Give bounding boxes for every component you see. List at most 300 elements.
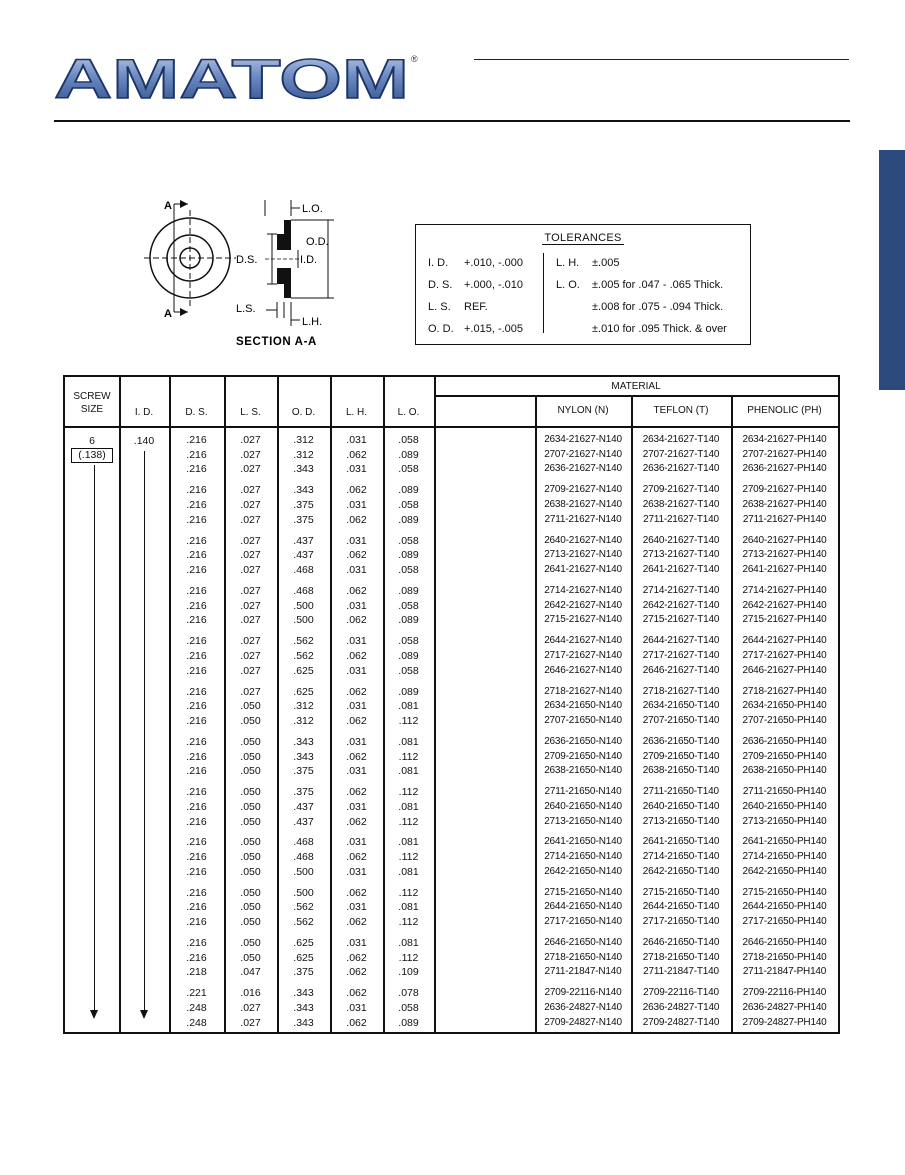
dim-label-lh: L.H. (302, 316, 323, 328)
cell-phenolic-part: 2709-21627-PH140 (742, 484, 827, 496)
cell-od: .625 (293, 937, 314, 949)
cell-lh: .062 (346, 966, 367, 979)
cell-nylon-part: 2709-24827-N140 (544, 1016, 622, 1028)
cell-od: .625 (293, 951, 314, 964)
dim-label-id: I.D. (300, 254, 318, 266)
cell-teflon-part: 2634-21627-T140 (642, 434, 720, 445)
cell-ls: .047 (240, 966, 261, 979)
cell-lo: .058 (398, 599, 419, 612)
cell-teflon-part: 2709-21650-T140 (642, 750, 720, 762)
cell-ls: .027 (240, 1016, 261, 1029)
cell-phenolic-part: 2711-21847-PH140 (742, 966, 827, 978)
cell-phenolic-part: 2638-21627-PH140 (742, 499, 827, 510)
cell-teflon-part: 2638-21627-T140 (642, 499, 720, 510)
cell-ls: .050 (240, 750, 261, 763)
header-phenolic: PHENOLIC (PH) (747, 405, 822, 416)
cell-lh: .031 (346, 664, 367, 677)
logo-registered-mark: ® (411, 54, 418, 64)
cell-phenolic-part: 2711-21627-PH140 (742, 513, 827, 525)
cell-phenolic-part: 2640-21627-PH140 (742, 534, 827, 546)
cell-phenolic-part: 2709-22116-PH140 (742, 987, 827, 999)
cell-lo: .058 (398, 664, 419, 677)
dim-label-lo: L.O. (302, 203, 323, 215)
cell-lo: .089 (398, 649, 419, 662)
cell-teflon-part: 2711-21650-T140 (643, 786, 719, 798)
cell-lh: .062 (346, 987, 367, 1000)
cell-ds: .216 (186, 916, 207, 929)
cell-lo: .081 (398, 765, 419, 778)
cell-ls: .027 (240, 584, 261, 597)
cell-ls: .050 (240, 865, 261, 878)
cell-od: .375 (293, 966, 314, 979)
cell-teflon-part: 2634-21650-T140 (642, 700, 720, 712)
header-ls: L. S. (240, 407, 261, 418)
cell-phenolic-part: 2717-21650-PH140 (742, 916, 827, 928)
cell-lh: .062 (346, 886, 367, 899)
cell-ds: .216 (186, 685, 207, 698)
cell-od: .625 (293, 685, 314, 698)
cell-nylon-part: 2718-21627-N140 (544, 685, 622, 697)
cell-od: .437 (293, 815, 314, 828)
cell-lo: .089 (398, 1016, 419, 1029)
cell-lo: .081 (398, 735, 419, 748)
tol-value: ±.010 for .095 Thick. & over (592, 323, 727, 335)
cell-lh: .062 (346, 815, 367, 828)
cell-phenolic-part: 2707-21650-PH140 (742, 714, 827, 726)
cell-ds: .216 (186, 865, 207, 878)
section-label: SECTION A-A (236, 336, 317, 348)
cut-label-bottom: A (164, 308, 172, 320)
cell-ds: .216 (186, 951, 207, 964)
cell-nylon-part: 2715-21627-N140 (544, 614, 622, 626)
cell-od: .625 (293, 664, 314, 677)
cell-od: .562 (293, 901, 314, 914)
cell-teflon-part: 2636-24827-T140 (642, 1002, 720, 1013)
cell-lh: .031 (346, 700, 367, 713)
header-od: O. D. (291, 407, 316, 418)
cell-teflon-part: 2641-21627-T140 (642, 564, 720, 575)
cell-lo: .081 (398, 937, 419, 949)
cell-nylon-part: 2717-21627-N140 (544, 649, 622, 661)
section-side-tab (879, 150, 905, 390)
cell-lh: .031 (346, 499, 367, 511)
cell-ds: .216 (186, 765, 207, 778)
cell-lo: .089 (398, 685, 419, 698)
cell-ls: .050 (240, 951, 261, 964)
tol-label: O. D. (428, 323, 454, 335)
cell-lo: .112 (398, 851, 419, 864)
cell-nylon-part: 2711-21847-N140 (544, 966, 622, 978)
cell-lo: .112 (398, 951, 419, 964)
cell-ds: .216 (186, 901, 207, 914)
cell-ds: .216 (186, 851, 207, 864)
cell-teflon-part: 2714-21650-T140 (642, 851, 720, 863)
cell-nylon-part: 2638-21627-N140 (544, 499, 622, 510)
cell-od: .468 (293, 584, 314, 597)
cell-phenolic-part: 2717-21627-PH140 (742, 649, 827, 661)
tol-value: +.000, -.010 (464, 279, 524, 291)
cell-teflon-part: 2717-21650-T140 (642, 916, 720, 928)
tolerances-divider (543, 253, 544, 333)
dim-label-od: O.D. (306, 236, 329, 248)
cell-nylon-part: 2644-21650-N140 (544, 901, 622, 913)
cell-nylon-part: 2717-21650-N140 (544, 916, 622, 928)
cell-lh: .062 (346, 584, 367, 597)
cell-lh: .062 (346, 916, 367, 929)
cell-ls: .050 (240, 916, 261, 929)
table-col-divider (119, 377, 121, 1032)
cell-nylon-part: 2642-21627-N140 (544, 599, 622, 611)
continuation-arrow-line (94, 465, 95, 1013)
cell-lo: .089 (398, 584, 419, 597)
table-header-divider (65, 426, 838, 428)
tolerances-title: TOLERANCES (544, 232, 622, 244)
tol-label: I. D. (428, 257, 449, 269)
cell-nylon-part: 2636-24827-N140 (544, 1002, 622, 1013)
cell-lh: .062 (346, 448, 367, 461)
cell-lh: .031 (346, 534, 367, 547)
cell-teflon-part: 2644-21650-T140 (642, 901, 720, 913)
cell-lh: .062 (346, 614, 367, 627)
cell-od: .312 (293, 448, 314, 461)
cell-od: .343 (293, 735, 314, 748)
tol-value: ±.005 for .047 - .065 Thick. (592, 279, 724, 291)
cell-lh: .031 (346, 865, 367, 878)
cell-teflon-part: 2709-21627-T140 (642, 484, 720, 496)
cell-od: .343 (293, 1016, 314, 1029)
cell-ls: .050 (240, 886, 261, 899)
cell-ds: .216 (186, 937, 207, 949)
cell-od: .500 (293, 614, 314, 627)
dim-label-ls: L.S. (236, 303, 256, 315)
cell-nylon-part: 2641-21650-N140 (544, 836, 622, 848)
cell-od: .468 (293, 836, 314, 849)
cell-lo: .112 (398, 815, 419, 828)
continuation-arrow-head (140, 1010, 148, 1019)
tol-value: REF. (464, 301, 488, 313)
cut-arrow-bottom (180, 308, 188, 316)
cell-ls: .027 (240, 484, 261, 497)
cell-ds: .216 (186, 513, 207, 526)
cell-lh: .031 (346, 901, 367, 914)
header-teflon: TEFLON (T) (653, 405, 709, 416)
cell-ds: .216 (186, 434, 207, 446)
amatom-logo (54, 52, 424, 102)
cell-ls: .027 (240, 1002, 261, 1014)
cell-ls: .050 (240, 815, 261, 828)
continuation-arrow-line (144, 451, 145, 1013)
cell-ls: .027 (240, 599, 261, 612)
cell-ls: .050 (240, 937, 261, 949)
cell-phenolic-part: 2714-21627-PH140 (742, 584, 827, 596)
cell-phenolic-part: 2713-21627-PH140 (742, 549, 827, 561)
cell-nylon-part: 2640-21650-N140 (544, 800, 622, 812)
tol-value: +.010, -.000 (464, 257, 524, 269)
cell-teflon-part: 2641-21650-T140 (642, 836, 720, 848)
cell-od: .562 (293, 916, 314, 929)
cell-teflon-part: 2715-21627-T140 (642, 614, 720, 626)
washer-section-diagram (140, 190, 380, 355)
cell-nylon-part: 2636-21650-N140 (544, 735, 622, 747)
cell-lo: .081 (398, 700, 419, 713)
cell-nylon-part: 2646-21627-N140 (544, 664, 622, 676)
cell-phenolic-part: 2636-21627-PH140 (742, 463, 827, 475)
cell-od: .437 (293, 800, 314, 813)
cell-nylon-part: 2711-21627-N140 (544, 513, 622, 525)
cell-lo: .112 (398, 750, 419, 763)
cell-phenolic-part: 2638-21650-PH140 (742, 765, 827, 777)
cell-lh: .062 (346, 951, 367, 964)
header-material: MATERIAL (611, 381, 661, 392)
cell-od: .312 (293, 434, 314, 446)
cell-lh: .062 (346, 1016, 367, 1029)
cell-ls: .050 (240, 765, 261, 778)
cell-teflon-part: 2636-21627-T140 (642, 463, 720, 475)
cell-phenolic-part: 2709-21650-PH140 (742, 750, 827, 762)
cell-ls: .050 (240, 714, 261, 727)
cell-nylon-part: 2644-21627-N140 (544, 635, 622, 647)
cell-teflon-part: 2642-21627-T140 (642, 599, 720, 611)
cell-nylon-part: 2640-21627-N140 (544, 534, 622, 546)
table-row-divider (434, 395, 838, 397)
cell-ds: .216 (186, 836, 207, 849)
cell-ls: .027 (240, 513, 261, 526)
cell-lo: .058 (398, 534, 419, 547)
cell-lh: .031 (346, 434, 367, 446)
cell-ls: .050 (240, 800, 261, 813)
cell-ls: .016 (240, 987, 261, 1000)
cell-od: .468 (293, 851, 314, 864)
cell-lo: .112 (398, 886, 419, 899)
cell-lo: .109 (398, 966, 419, 979)
cell-nylon-part: 2713-21627-N140 (544, 549, 622, 561)
cell-ds: .216 (186, 549, 207, 562)
cell-teflon-part: 2646-21650-T140 (642, 937, 720, 948)
cell-teflon-part: 2714-21627-T140 (642, 584, 720, 596)
cell-lh: .062 (346, 549, 367, 562)
cell-lh: .031 (346, 735, 367, 748)
tol-label: L. H. (556, 257, 580, 269)
cell-nylon-part: 2642-21650-N140 (544, 865, 622, 877)
cell-teflon-part: 2638-21650-T140 (642, 765, 720, 777)
cell-ls: .050 (240, 901, 261, 914)
cell-nylon-part: 2709-21650-N140 (544, 750, 622, 762)
cell-od: .562 (293, 649, 314, 662)
cell-teflon-part: 2636-21650-T140 (642, 735, 720, 747)
cell-nylon-part: 2707-21627-N140 (544, 448, 622, 460)
cell-ds: .216 (186, 714, 207, 727)
cell-lo: .089 (398, 513, 419, 526)
cell-nylon-part: 2709-21627-N140 (544, 484, 622, 496)
screw-size-value: 6 (89, 435, 95, 447)
header-ds: D. S. (185, 407, 208, 418)
cell-lh: .031 (346, 836, 367, 849)
cell-od: .500 (293, 886, 314, 899)
cell-lh: .031 (346, 599, 367, 612)
cell-lo: .081 (398, 800, 419, 813)
cell-od: .343 (293, 750, 314, 763)
cell-od: .562 (293, 635, 314, 648)
cell-teflon-part: 2713-21627-T140 (642, 549, 720, 561)
cell-lh: .062 (346, 851, 367, 864)
cell-ls: .050 (240, 836, 261, 849)
cell-phenolic-part: 2641-21627-PH140 (742, 564, 827, 575)
tolerances-box (415, 224, 751, 345)
washer-drawing (140, 190, 380, 355)
cell-ds: .216 (186, 635, 207, 648)
cell-od: .468 (293, 564, 314, 576)
cell-phenolic-part: 2714-21650-PH140 (742, 851, 827, 863)
cell-od: .343 (293, 1002, 314, 1014)
cell-ds: .216 (186, 649, 207, 662)
cell-od: .437 (293, 549, 314, 562)
cell-lo: .081 (398, 865, 419, 878)
cell-ds: .216 (186, 735, 207, 748)
cell-lo: .058 (398, 1002, 419, 1014)
header-lo: L. O. (397, 407, 420, 418)
cell-nylon-part: 2636-21627-N140 (544, 463, 622, 475)
cell-ds: .216 (186, 564, 207, 576)
cell-nylon-part: 2709-22116-N140 (544, 987, 622, 999)
cell-phenolic-part: 2634-21650-PH140 (742, 700, 827, 712)
cell-lh: .031 (346, 564, 367, 576)
cell-ds: .248 (186, 1016, 207, 1029)
cell-lo: .089 (398, 448, 419, 461)
cell-lh: .062 (346, 484, 367, 497)
cell-teflon-part: 2717-21627-T140 (642, 649, 720, 661)
cell-nylon-part: 2714-21650-N140 (544, 851, 622, 863)
cell-lo: .058 (398, 499, 419, 511)
cell-nylon-part: 2641-21627-N140 (544, 564, 622, 575)
cell-od: .312 (293, 700, 314, 713)
cell-ds: .216 (186, 750, 207, 763)
continuation-arrow-head (90, 1010, 98, 1019)
cell-od: .375 (293, 786, 314, 799)
cell-phenolic-part: 2713-21650-PH140 (742, 815, 827, 827)
cell-ds: .216 (186, 886, 207, 899)
cell-teflon-part: 2715-21650-T140 (642, 886, 720, 898)
cell-lh: .062 (346, 649, 367, 662)
tol-value: ±.008 for .075 - .094 Thick. (592, 301, 724, 313)
cell-od: .437 (293, 534, 314, 547)
cell-nylon-part: 2634-21650-N140 (544, 700, 622, 712)
cell-phenolic-part: 2711-21650-PH140 (742, 786, 827, 798)
cell-nylon-part: 2714-21627-N140 (544, 584, 622, 596)
washer-spec-table (63, 375, 840, 1034)
cell-phenolic-part: 2715-21627-PH140 (742, 614, 827, 626)
cell-phenolic-part: 2718-21650-PH140 (742, 951, 827, 963)
cell-lh: .031 (346, 765, 367, 778)
cell-ls: .027 (240, 499, 261, 511)
tolerances-title-wrap (416, 232, 750, 244)
cell-lo: .058 (398, 463, 419, 476)
cell-teflon-part: 2707-21627-T140 (642, 448, 720, 460)
cell-phenolic-part: 2707-21627-PH140 (742, 448, 827, 460)
cell-teflon-part: 2709-22116-T140 (643, 987, 719, 999)
cell-ds: .216 (186, 700, 207, 713)
cell-lo: .112 (398, 714, 419, 727)
cell-od: .343 (293, 463, 314, 476)
tol-value: ±.005 (592, 257, 620, 269)
cell-phenolic-part: 2644-21650-PH140 (742, 901, 827, 913)
cell-phenolic-part: 2634-21627-PH140 (742, 434, 827, 445)
cell-lh: .031 (346, 800, 367, 813)
tol-label: L. S. (428, 301, 451, 313)
cell-od: .375 (293, 513, 314, 526)
cell-lo: .078 (398, 987, 419, 1000)
cell-lo: .112 (398, 786, 419, 799)
dim-label-ds: D.S. (236, 254, 258, 266)
amatom-logo-graphic (54, 52, 424, 102)
cell-phenolic-part: 2642-21627-PH140 (742, 599, 827, 611)
cell-nylon-part: 2715-21650-N140 (544, 886, 622, 898)
cell-teflon-part: 2713-21650-T140 (642, 815, 720, 827)
cell-od: .375 (293, 765, 314, 778)
cell-ls: .027 (240, 549, 261, 562)
cell-nylon-part: 2634-21627-N140 (544, 434, 622, 445)
cell-phenolic-part: 2640-21650-PH140 (742, 800, 827, 812)
cell-ds: .216 (186, 499, 207, 511)
cell-teflon-part: 2707-21650-T140 (642, 714, 720, 726)
cell-od: .343 (293, 987, 314, 1000)
cell-ls: .027 (240, 614, 261, 627)
cell-teflon-part: 2642-21650-T140 (642, 865, 720, 877)
cell-nylon-part: 2707-21650-N140 (544, 714, 622, 726)
header-rule (54, 120, 850, 122)
cell-teflon-part: 2718-21627-T140 (642, 685, 720, 697)
cell-lo: .089 (398, 484, 419, 497)
cell-nylon-part: 2711-21650-N140 (544, 786, 622, 798)
cell-teflon-part: 2711-21627-T140 (643, 513, 719, 525)
cell-lh: .062 (346, 513, 367, 526)
cell-ds: .216 (186, 484, 207, 497)
cell-phenolic-part: 2642-21650-PH140 (742, 865, 827, 877)
cell-lo: .089 (398, 614, 419, 627)
cell-lh: .062 (346, 786, 367, 799)
cell-od: .375 (293, 499, 314, 511)
cell-ls: .027 (240, 685, 261, 698)
cell-ls: .027 (240, 448, 261, 461)
cell-ls: .027 (240, 463, 261, 476)
washer-section-profile (265, 220, 302, 298)
cell-ls: .050 (240, 700, 261, 713)
tol-label: D. S. (428, 279, 453, 291)
cell-ds: .248 (186, 1002, 207, 1014)
cell-od: .500 (293, 865, 314, 878)
cell-lo: .058 (398, 434, 419, 446)
cell-phenolic-part: 2644-21627-PH140 (742, 635, 827, 647)
cell-ds: .216 (186, 786, 207, 799)
cell-lh: .062 (346, 750, 367, 763)
cell-ls: .027 (240, 564, 261, 576)
cell-ls: .050 (240, 786, 261, 799)
cell-ds: .216 (186, 463, 207, 476)
cell-lo: .058 (398, 635, 419, 648)
header-id: I. D. (134, 407, 154, 418)
cell-teflon-part: 2646-21627-T140 (642, 664, 720, 676)
cut-arrow-top (180, 200, 188, 208)
cell-lo: .081 (398, 901, 419, 914)
cell-ls: .027 (240, 534, 261, 547)
cell-ds: .221 (186, 987, 207, 1000)
cell-teflon-part: 2640-21650-T140 (642, 800, 720, 812)
cell-phenolic-part: 2646-21627-PH140 (742, 664, 827, 676)
cell-lh: .062 (346, 714, 367, 727)
cell-teflon-part: 2718-21650-T140 (642, 951, 720, 963)
tol-value: +.015, -.005 (464, 323, 524, 335)
cell-lo: .112 (398, 916, 419, 929)
cell-nylon-part: 2638-21650-N140 (544, 765, 622, 777)
